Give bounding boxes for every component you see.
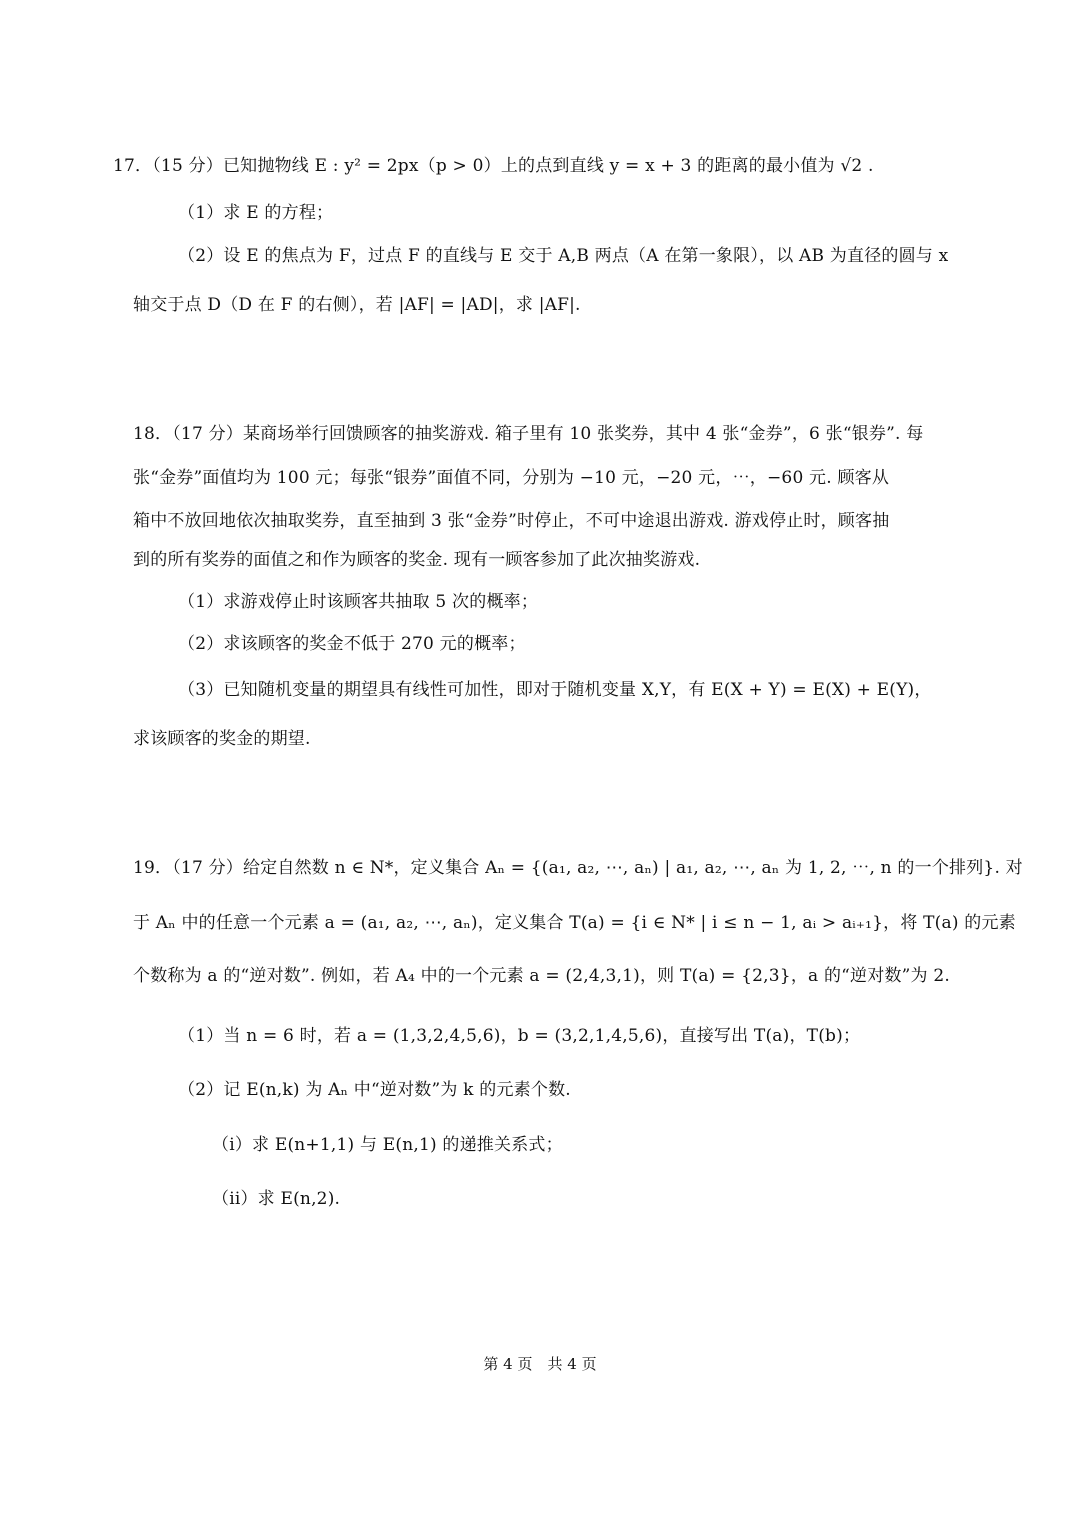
q18-part-2: （2）求该顾客的奖金不低于 270 元的概率； [178,634,526,654]
q18-part-1: （1）求游戏停止时该顾客共抽取 5 次的概率； [178,592,539,612]
q19-stem-line-2: 于 Aₙ 中的任意一个元素 a = (a₁, a₂, ⋯, aₙ)，定义集合 T(a) = {i ∈ N* | i ≤ n − 1, aᵢ > aᵢ₊₁}，将 T(a) 的元素 [133,913,1016,933]
q19-stem-line-3: 个数称为 a 的“逆对数”. 例如，若 A₄ 中的一个元素 a = (2,4,3,1)，则 T(a) = {2,3}，a 的“逆对数”为 2. [133,966,950,986]
q17-part-2-line-1: （2）设 E 的焦点为 F，过点 F 的直线与 E 交于 A,B 两点（A 在第一象限），以 AB 为直径的圆与 x [178,246,949,266]
page-footer: 第 4 页 共 4 页 [483,1355,597,1373]
q18-stem-line-2: 张“金券”面值均为 100 元；每张“银券”面值不同，分别为 −10 元，−20 元，⋯，−60 元. 顾客从 [133,468,890,488]
q18-part-3-line-1: （3）已知随机变量的期望具有线性可加性，即对于随机变量 X,Y，有 E(X + Y) = E(X) + E(Y)， [178,680,932,700]
q18-stem-line-4: 到的所有奖券的面值之和作为顾客的奖金. 现有一顾客参加了此次抽奖游戏. [133,550,701,570]
q18-stem-line-1: 18．（17 分）某商场举行回馈顾客的抽奖游戏. 箱子里有 10 张奖券，其中 4 张“金券”，6 张“银券”. 每 [133,424,924,444]
q17-part-2-line-2: 轴交于点 D（D 在 F 的右侧），若 |AF| = |AD|，求 |AF|. [133,295,581,315]
q18-stem-line-3: 箱中不放回地依次抽取奖券，直至抽到 3 张“金券”时停止，不可中途退出游戏. 游戏停止时，顾客抽 [133,511,890,531]
q19-part-2-ii: （ii）求 E(n,2). [212,1189,341,1209]
q18-part-3-line-2: 求该顾客的奖金的期望. [133,729,311,749]
q19-part-2-i: （i）求 E(n+1,1) 与 E(n,1) 的递推关系式； [212,1135,563,1155]
q19-part-2: （2）记 E(n,k) 为 Aₙ 中“逆对数”为 k 的元素个数. [178,1080,571,1100]
q17-part-1: （1）求 E 的方程； [178,203,334,223]
q17-stem: 17．（15 分）已知抛物线 E : y² = 2px（p > 0）上的点到直线 y = x + 3 的距离的最小值为 √2 . [113,156,874,176]
q19-stem-line-1: 19．（17 分）给定自然数 n ∈ N*，定义集合 Aₙ = {(a₁, a₂, ⋯, aₙ) | a₁, a₂, ⋯, aₙ 为 1, 2, ⋯, n 的一个排列}. 对 [133,858,1023,878]
q19-part-1: （1）当 n = 6 时，若 a = (1,3,2,4,5,6)，b = (3,2,1,4,5,6)，直接写出 T(a)，T(b)； [178,1026,861,1046]
